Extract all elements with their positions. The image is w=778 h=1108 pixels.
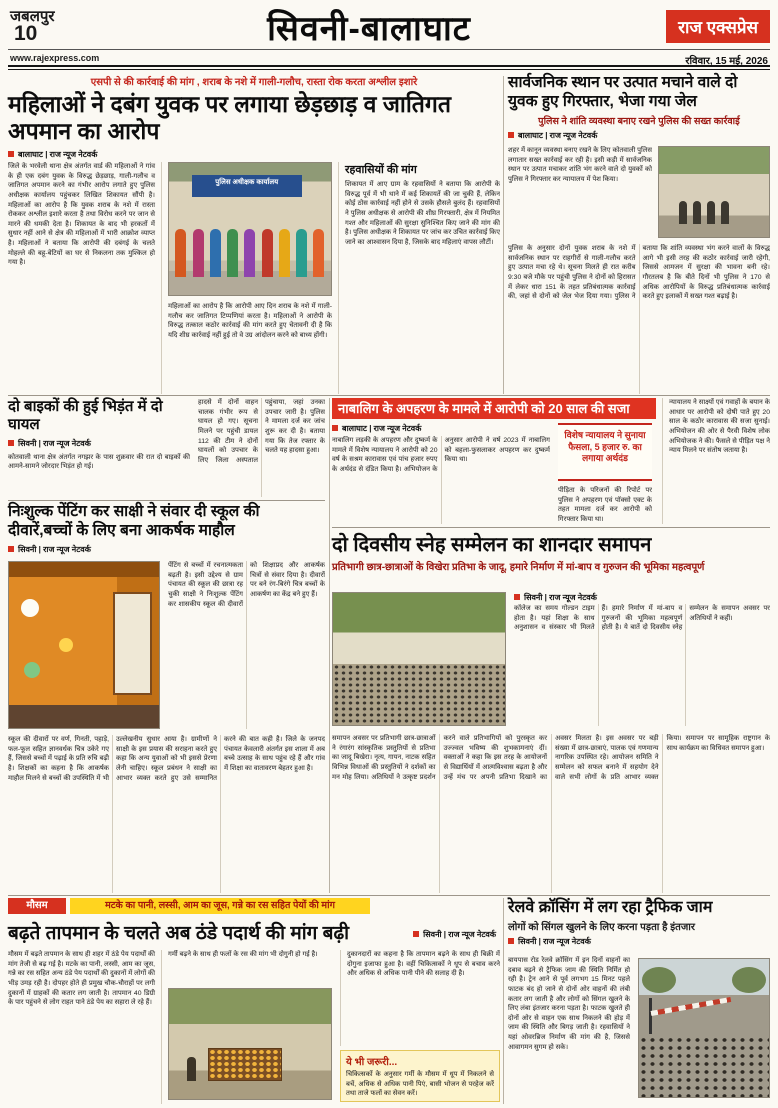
article2-byline: बालाघाट | राज न्यूज नेटवर्क <box>508 130 770 141</box>
article2-body-grid <box>508 146 770 394</box>
article3-headline-block <box>8 398 190 497</box>
section-rule <box>8 500 325 501</box>
demand-subhead: रहवासियों की मांग <box>345 164 417 176</box>
people-figures <box>679 201 729 224</box>
article-bike-collision <box>8 398 325 497</box>
article4-banner-headline: नाबालिग के अपहरण के मामले में आरोपी को 20 साल की सजा <box>332 398 656 419</box>
section-rule <box>8 395 770 396</box>
byline-square-icon <box>508 132 514 138</box>
police-office-photo <box>168 162 332 296</box>
women-group-figures <box>175 229 324 277</box>
article6-column-1: कॉलेज का समय गोल्डन टाइम होता है। यहां शिक्षा के साथ अनुशासन व संस्कार भी मिलते हैं। हमारे निर्माण में मां-बाप व गुरुजनों की भूमिका महत्वपूर्ण होती है। ये बातें दो दिवसीय स्नेह सम्मेलन के समापन अवसर पर अतिथियों ने कहीं। <box>514 605 770 632</box>
article-harassment-allegation <box>8 74 500 394</box>
article8-body: बायपास रोड रेलवे क्रॉसिंग में इन दिनों वाहनों का दबाव बढ़ने से ट्रैफिक जाम की स्थिति निर्मित हो रही है। ट्रेन आने से पूर्व लगभग 15 मिनट पहले फाटक बंद हो जाने से दोनों ओर वाहनों की लंबी कतार लग जाती है और लोगों को सिंगल खुलने के लिए लंबा इंतजार करना पड़ता है। फाटक खुलते ही दोनों ओर से वाहन एक साथ निकलने की होड़ में जाम की स्थिति और बिगड़ जाती है। रहवासियों ने यहां ओवरब्रिज निर्माण की मांग की है, जिससे आवागमन सुगम हो सके। <box>508 957 630 1051</box>
article4-column-2: पीड़िता के परिजनों की रिपोर्ट पर पुलिस ने अपहरण एवं पॉक्सो एक्ट के तहत मामला दर्ज कर आरोपी को गिरफ्तार किया था। <box>558 487 652 523</box>
article1-column-2: महिलाओं का आरोप है कि आरोपी आए दिन शराब के नशे में गाली-गलौच कर जातिगत टिप्पणियां करता है। महिलाओं ने आरोपी के विरुद्ध तत्काल कठोर कार्रवाई की मांग करते हुए चेतावनी दी है कि यदि शीघ्र कार्रवाई नहीं हुई तो वे उग्र आंदोलन करने को बाध्य होंगी। <box>168 303 332 339</box>
article-two-arrested <box>508 74 770 394</box>
article2-column-2: पुलिस के अनुसार दोनों युवक शराब के नशे में सार्वजनिक स्थान पर राहगीरों से गाली-गलौच करते हुए उत्पात मचा रहे थे। सूचना मिलते ही रात करीब 9:30 बजे मौके पर पहुंची पुलिस ने दोनों को हिरासत में लेकर धारा 151 के तहत प्रतिबंधात्मक कार्रवाई की, जहां से दोनों को जेल भेज दिया गया। पुलिस ने बताया कि शांति व्यवस्था भंग करने वालों के विरुद्ध आगे भी इसी तरह की कठोर कार्रवाई जारी रहेगी, जिससे आमजन में सुरक्षा की भावना बनी रहे। गौरतलब है कि बीते दिनों भी पुलिस ने 170 से अधिक आरोपियों के विरुद्ध प्रतिबंधात्मक कार्रवाई करते हुए इलाकों में सख्त गश्त बढ़ाई है। <box>508 245 770 301</box>
byline-square-icon <box>514 594 520 600</box>
school-wall-painting-photo <box>8 561 160 729</box>
advice-box-body: चिकित्सकों के अनुसार गर्मी के मौसम में धूप में निकलने से बचें, अधिक से अधिक पानी पिएं, बासी भोजन से परहेज करें तथा ताजे फलों का सेवन करें। <box>346 1071 494 1098</box>
website-url: www.rajexpress.com <box>10 53 100 63</box>
article-sneh-sammelan <box>332 530 770 893</box>
wall-art-circle <box>59 638 73 652</box>
article8-headline: रेलवे क्रॉसिंग में लग रहा ट्रैफिक जाम <box>508 899 713 916</box>
wall-art-circle <box>21 599 39 617</box>
section-rule <box>8 895 770 896</box>
fruit-cart <box>208 1048 283 1081</box>
byline-square-icon <box>332 425 338 431</box>
edition-label: जबलपुर <box>10 8 55 25</box>
article-school-wall-painting <box>8 503 325 893</box>
arrest-scene-photo <box>658 146 770 238</box>
article8-subhead: लोगों को सिंगल खुलने के लिए करना पड़ता है इंतजार <box>508 922 695 934</box>
article7-headline: बढ़ते तापमान के चलते अब ठंडे पदार्थ की मांग बढ़ी <box>8 923 350 944</box>
column-divider <box>503 898 504 1104</box>
article7-column-3: दुकानदारों का कहना है कि तापमान बढ़ने के साथ ही बिक्री में दोगुना इजाफा हुआ है। वहीं चिकित्सकों ने धूप से बचाव करने और अधिक से अधिक पानी पीने की सलाह दी है। <box>340 950 500 1046</box>
article6-byline: सिवनी | राज न्यूज नेटवर्क <box>514 592 597 603</box>
article1-body-grid <box>8 162 500 394</box>
photo-floor <box>9 705 159 728</box>
photo-crowd <box>333 664 505 725</box>
masthead-rule <box>8 49 770 50</box>
advice-box <box>340 1050 500 1102</box>
juice-stall-photo <box>168 988 332 1100</box>
article5-column-2: स्कूल की दीवारों पर वर्ण, गिनती, पहाड़े, फल-फूल सहित ज्ञानवर्धक चित्र उकेरे गए हैं, जिससे बच्चों में पढ़ाई के प्रति रुचि बढ़ी है। शिक्षकों का कहना है कि आकर्षक माहौल मिलने से बच्चों की उपस्थिति में भी उल्लेखनीय सुधार आया है। ग्रामीणों ने साक्षी के इस प्रयास की सराहना करते हुए कहा कि अन्य युवाओं को भी इससे प्रेरणा लेनी चाहिए। स्कूल प्रबंधन ने साक्षी का आभार व्यक्त करते हुए उसे सम्मानित करने की बात कही है। जिले के जनपद पंचायत केवलारी अंतर्गत इस शाला में अब बच्चे उत्साह के साथ पहुंच रहे हैं और गांव में शिक्षा का वातावरण बेहतर हुआ है। <box>8 736 325 782</box>
byline-square-icon <box>8 151 14 157</box>
article-railway-crossing-jam <box>508 898 770 1104</box>
article3-headline: दो बाइकों की हुई भिड़ंत में दो घायल <box>8 398 163 434</box>
article5-headline: निःशुल्क पेंटिंग कर साक्षी ने संवार दी स्कूल की दीवारें,बच्चों के लिए बना आकर्षक माहौल <box>8 503 260 539</box>
article-cold-drinks-demand <box>8 898 500 1104</box>
article2-column-1: शहर में कानून व्यवस्था बनाए रखने के लिए कोतवाली पुलिस लगातार सख्त कार्रवाई कर रही है। इसी कड़ी में सार्वजनिक स्थान पर उत्पात मचाकर शांति भंग करने वाले दो युवकों को पुलिस ने गिरफ्तार कर न्यायालय में पेश किया। <box>508 147 652 183</box>
article8-byline: सिवनी | राज न्यूज नेटवर्क <box>508 936 770 947</box>
article5-byline: सिवनी | राज न्यूज नेटवर्क <box>8 544 325 555</box>
byline-square-icon <box>413 931 419 937</box>
article6-headline: दो दिवसीय स्नेह सम्मेलन का शानदार समापन <box>332 534 652 556</box>
tree-shape <box>642 967 676 993</box>
article4-column-3: न्यायालय ने साक्ष्यों एवं गवाहों के बयान के आधार पर आरोपी को दोषी पाते हुए 20 साल के कठोर कारावास की सजा सुनाई। अभियोजन की ओर से पैरवी विशेष लोक अभियोजक ने की। फैसले से पीड़ित पक्ष ने न्याय मिलने पर संतोष जताया है। <box>662 398 770 524</box>
vendor-figure <box>187 1057 196 1081</box>
byline-square-icon <box>8 546 14 552</box>
article7-kicker: मटके का पानी, लस्सी, आम का जूस, गन्ने का रस सहित पेयों की मांग <box>70 898 370 914</box>
article2-subhead: पुलिस ने शांति व्यवस्था बनाए रखने पुलिस की सख्त कार्रवाई <box>538 116 740 128</box>
article7-column-1: मौसम में बढ़ते तापमान के साथ ही शहर में ठंडे पेय पदार्थों की मांग तेजी से बढ़ गई है। मटके का पानी, लस्सी, आम का जूस, गन्ने का रस सहित अन्य ठंडे पेय पदार्थों की दुकानों में लोगों की भीड़ उमड़ रही है। दोपहर होते ही प्रमुख चौक-चौराहों पर लगी दुकानों में ग्राहकों की कतार लग जाती है। तापमान 40 डिग्री के पार पहुंचने से लोग राहत पाने ठंडे पेय का सहारा ले रहे हैं। <box>8 950 162 1104</box>
verdict-highlight-box: विशेष न्यायालय ने सुनाया फैसला, 5 हजार रु. का लगाया अर्थदंड <box>558 423 652 481</box>
article3-intro: कोतवाली थाना क्षेत्र अंतर्गत नगझर के पास शुक्रवार की रात दो बाइकों की आमने-सामने जोरदार भिड़ंत हो गई। <box>8 453 190 471</box>
article1-headline: महिलाओं ने दबंग युवक पर लगाया छेड़छाड़ व जातिगत अपमान का आरोप <box>8 91 451 145</box>
section-rule <box>332 527 770 528</box>
page-number: 10 <box>14 22 38 45</box>
article4-column-1: नाबालिग लड़की के अपहरण और दुष्कर्म के मामले में विशेष न्यायालय ने आरोपी को 20 वर्ष के सश्रम कारावास एवं पांच हजार रुपए के अर्थदंड से दंडित किया है। अभियोजन के अनुसार आरोपी ने वर्ष 2023 में नाबालिग को बहला-फुसलाकर अपहरण कर दुष्कर्म किया था। <box>332 437 550 473</box>
weather-tag: मौसम <box>8 898 66 914</box>
article1-byline: बालाघाट | राज न्यूज नेटवर्क <box>8 149 500 160</box>
issue-date: रविवार, 15 मई, 2026 <box>685 56 768 67</box>
column-divider <box>503 76 504 394</box>
byline-square-icon <box>508 938 514 944</box>
article3-byline: सिवनी | राज न्यूज नेटवर्क <box>8 438 190 449</box>
article5-column-1: पेंटिंग से बच्चों में रचनात्मकता बढ़ती है। इसी उद्देश्य से ग्राम पंचायत की स्कूल की छात्रा रह चुकी साक्षी ने निःशुल्क पेंटिंग कर शासकीय स्कूल की दीवारों को शिक्षाप्रद और आकर्षक चित्रों से संवार दिया है। दीवारों पर बने रंग-बिरंगे चित्र बच्चों के आकर्षण का केंद्र बने हुए हैं। <box>168 562 325 608</box>
photo-ceiling-band <box>9 562 159 577</box>
wall-art-circle <box>24 662 40 678</box>
article4-left-region <box>332 423 550 524</box>
byline-square-icon <box>8 440 14 446</box>
photo-door <box>113 592 152 695</box>
demand-body: शिकायत में आए ग्राम के रहवासियों ने बताया कि आरोपी के विरुद्ध पूर्व में भी थाने में कई शिकायतें की जा चुकी हैं, लेकिन कोई ठोस कार्रवाई नहीं होने से उसके हौसले बुलंद हैं। रहवासियों ने पुलिस अधीक्षक से आरोपी की शीघ्र गिरफ्तारी, क्षेत्र में नियमित गश्त और महिलाओं की सुरक्षा सुनिश्चित किए जाने की मांग की है। पुलिस अधीक्षक ने शिकायत पर जांच कर उचित कार्रवाई किए जाने का आश्वासन दिया है, जिसके बाद महिलाएं वापस लौटीं। <box>345 181 500 246</box>
railway-crossing-photo <box>638 958 770 1098</box>
article6-subhead: प्रतिभागी छात्र-छात्राओं के विखेरा प्रतिभा के जादू, हमारे निर्माण में मां-बाप व गुरुजन की भूमिका महत्वपूर्ण <box>332 562 705 573</box>
article7-column-2: गर्मी बढ़ने के साथ ही फलों के रस की मांग भी दोगुनी हो गई है। <box>168 951 318 958</box>
brand-logo: राज एक्सप्रेस <box>666 10 770 43</box>
masthead-double-rule <box>8 65 770 70</box>
article7-byline: सिवनी | राज न्यूज नेटवर्क <box>413 929 496 940</box>
article2-headline: सार्वजनिक स्थान पर उत्पात मचाने वाले दो युवक हुए गिरफ्तार, भेजा गया जेल <box>508 74 738 110</box>
article3-body: हादसे में दोनों वाहन चालक गंभीर रूप से घायल हो गए। सूचना मिलने पर पहुंची डायल 112 की टीम ने दोनों घायलों को उपचार के लिए जिला अस्पताल पहुंचाया, जहां उनका उपचार जारी है। पुलिस ने मामला दर्ज कर जांच शुरू कर दी है। बताया गया कि तेज रफ्तार के चलते यह हादसा हुआ। <box>198 399 325 464</box>
article6-column-2: समापन अवसर पर प्रतिभागी छात्र-छात्राओं ने रंगारंग सांस्कृतिक प्रस्तुतियों से प्रतिभा का जादू बिखेरा। नृत्य, गायन, नाटक सहित विभिन्न विधाओं की प्रस्तुतियों ने दर्शकों का मन मोह लिया। अतिथियों ने उत्कृष्ट प्रदर्शन करने वाले प्रतिभागियों को पुरस्कृत कर उज्ज्वल भविष्य की शुभकामनाएं दीं। वक्ताओं ने कहा कि इस तरह के आयोजनों से विद्यार्थियों में आत्मविश्वास बढ़ता है और उन्हें मंच पर अपनी प्रतिभा दिखाने का अवसर मिलता है। इस अवसर पर बड़ी संख्या में छात्र-छात्राएं, पालक एवं गणमान्य नागरिक उपस्थित रहे। आयोजन समिति ने सम्मेलन को सफल बनाने में सहयोग देने वाले सभी लोगों के प्रति आभार व्यक्त किया। समापन पर सामूहिक राष्ट्रगान के साथ कार्यक्रम का विधिवत समापन हुआ। <box>332 735 770 781</box>
column-divider <box>329 398 330 893</box>
advice-box-title: ये भी जरूरी... <box>346 1057 398 1068</box>
masthead-title: सिवनी-बालाघाट <box>267 10 471 48</box>
photo-street-background <box>169 989 331 1099</box>
vehicle-crowd <box>639 1036 769 1097</box>
police-office-sign: पुलिस अधीक्षक कार्यालय <box>192 175 302 197</box>
article1-column-1: जिले के भरवेली थाना क्षेत्र अंतर्गत वार्ड की महिलाओं ने गांव के ही एक दबंग युवक के विरुद्ध छेड़छाड़, गाली-गलौच व जातिगत अपमान करने का गंभीर आरोप लगाते हुए पुलिस अधीक्षक कार्यालय पहुंचकर लिखित शिकायत सौंपी है। महिलाओं का आरोप है कि युवक शराब के नशे में रास्ता रोककर अश्लील इशारे करता है तथा विरोध करने पर जान से मारने की धमकी देता है। शिकायत के बाद भी हरकतों में सुधार नहीं आने से क्षेत्र की महिलाओं में भारी आक्रोश व्याप्त है। महिलाओं ने बताया कि आरोपी की दबंगई के चलते मोहल्ले की बहू-बेटियों का घर से निकलना तक मुश्किल हो गया है। <box>8 162 162 394</box>
article-kidnapping-sentence <box>332 398 770 524</box>
article1-column-3 <box>338 162 500 394</box>
article1-kicker: एसपी से की कार्रवाई की मांग , शराब के नशे में गाली-गलौच, रास्ता रोक करता अश्लील इशारे <box>90 77 418 88</box>
sneh-sammelan-photo <box>332 592 506 726</box>
article4-byline: बालाघाट | राज न्यूज नेटवर्क <box>332 423 550 434</box>
